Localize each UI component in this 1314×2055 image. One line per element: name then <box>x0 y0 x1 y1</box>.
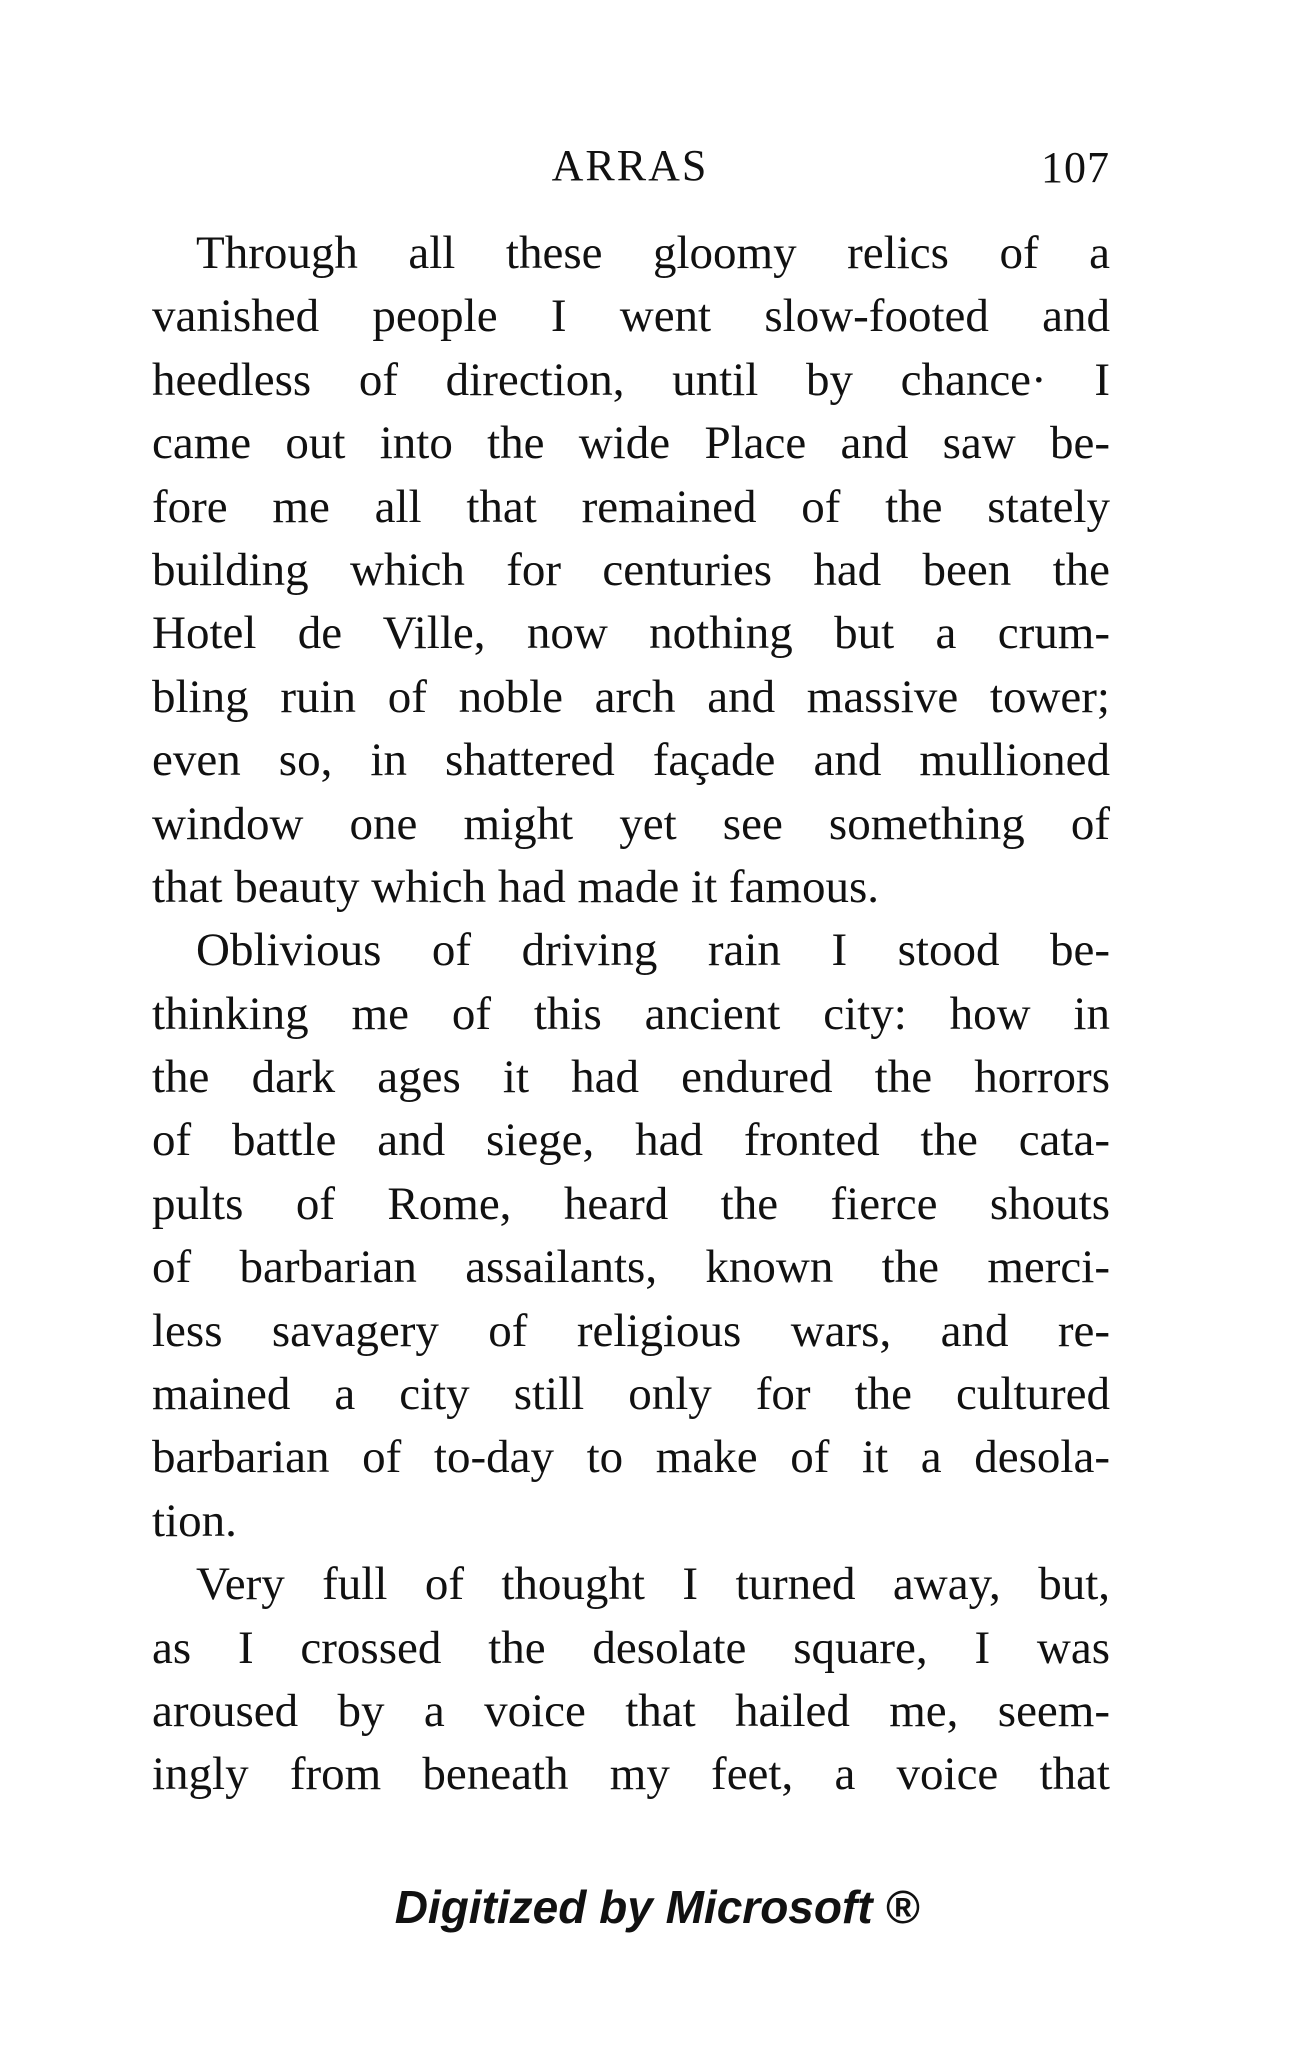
text-line: tion. <box>152 1494 237 1547</box>
text-line: thinking me of this ancient city: how in <box>152 987 1110 1040</box>
text-line: Oblivious of driving rain I stood be- <box>196 924 1110 977</box>
text-line: Through all these gloomy relics of a <box>196 227 1110 279</box>
text-line: even so, in shattered façade and mullioned <box>152 734 1110 787</box>
text-line: came out into the wide Place and saw be- <box>152 417 1110 470</box>
running-head <box>150 140 1110 200</box>
page-number: 107 <box>1041 143 1110 192</box>
text-line: ingly from beneath my feet, a voice that <box>152 1748 1110 1801</box>
text-line: Very full of thought I turned away, but, <box>196 1558 1110 1611</box>
text-line: vanished people I went slow-footed and <box>152 290 1110 343</box>
text-line: pults of Rome, heard the fierce shouts <box>152 1177 1110 1230</box>
text-line: that beauty which had made it famous. <box>152 860 879 913</box>
text-line: barbarian of to-day to make of it a desola- <box>152 1431 1110 1484</box>
text-line: aroused by a voice that hailed me, seem- <box>152 1684 1110 1737</box>
text-line: window one might yet see something of <box>152 797 1110 850</box>
running-title: ARRAS <box>551 141 709 190</box>
text-line: of barbarian assailants, known the merci- <box>152 1241 1110 1294</box>
text-line: Hotel de Ville, now nothing but a crum- <box>152 607 1110 660</box>
text-line: fore me all that remained of the stately <box>152 480 1110 533</box>
text-line: heedless of direction, until by chance· I <box>152 353 1110 406</box>
text-line: of battle and siege, had fronted the cata- <box>152 1114 1110 1167</box>
digitization-watermark: Digitized by Microsoft ® <box>394 1881 920 1933</box>
text-line: as I crossed the desolate square, I was <box>152 1621 1110 1674</box>
text-line: mained a city still only for the cultured <box>152 1368 1110 1421</box>
text-line: less savagery of religious wars, and re- <box>152 1304 1110 1357</box>
text-line: building which for centuries had been the <box>152 543 1110 596</box>
text-line: the dark ages it had endured the horrors <box>152 1051 1110 1104</box>
text-line: bling ruin of noble arch and massive tower; <box>152 670 1110 723</box>
body-text <box>152 222 1110 1807</box>
